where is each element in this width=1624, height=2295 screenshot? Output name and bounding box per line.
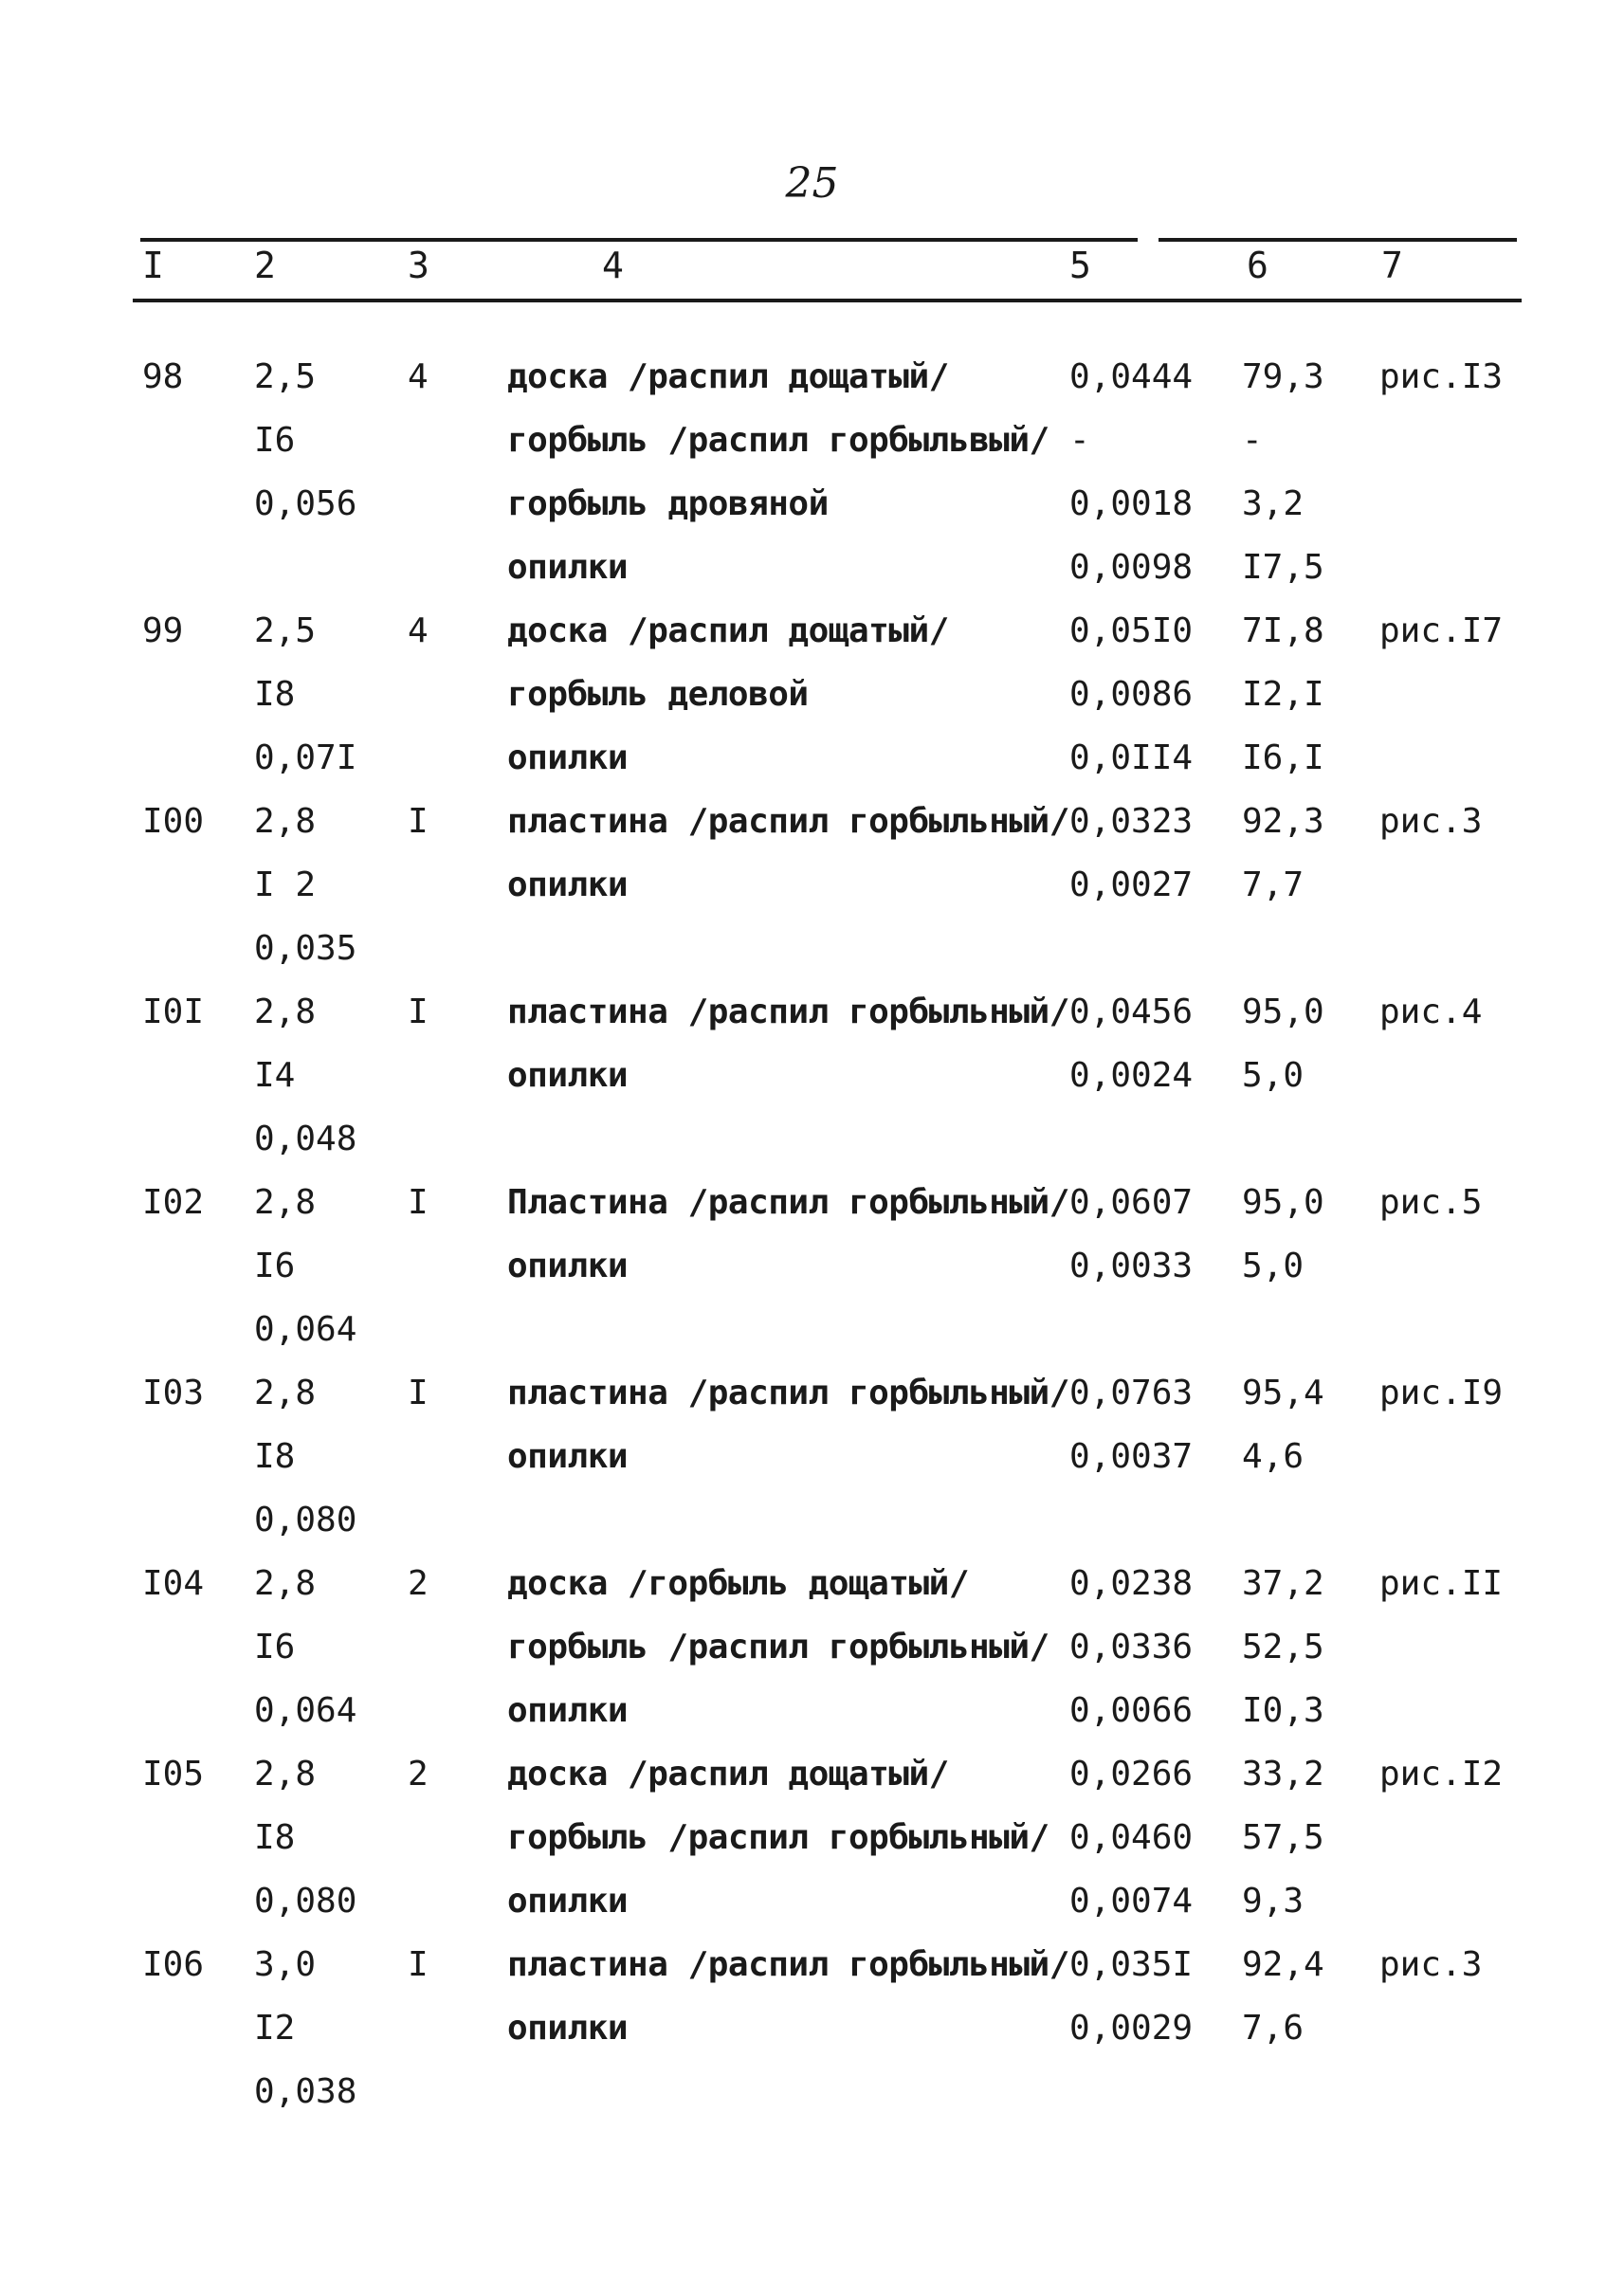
product-name: опилки (507, 865, 629, 904)
header-col-6: 6 (1247, 245, 1268, 286)
record-param: 0,064 (254, 1310, 357, 1349)
record-param: I2 (254, 2009, 296, 2048)
product-percent: 5,0 (1242, 1056, 1305, 1095)
table-row (0, 1621, 1624, 1685)
product-name: доска /распил дощатый/ (507, 1755, 949, 1794)
product-percent: 3,2 (1242, 484, 1305, 523)
product-name: опилки (507, 1882, 629, 1921)
product-volume: 0,0238 (1069, 1564, 1194, 1603)
product-percent: 95,4 (1242, 1374, 1324, 1412)
product-percent: 5,0 (1242, 1247, 1305, 1285)
table-top-rule-right (1159, 238, 1517, 242)
product-volume: 0,0086 (1069, 675, 1194, 714)
table-row (0, 1875, 1624, 1939)
record-number: I05 (142, 1755, 205, 1794)
figure-ref: рис.I9 (1379, 1374, 1504, 1412)
record-param: 0,056 (254, 484, 357, 523)
record-number: I04 (142, 1564, 205, 1603)
product-name: горбыль /распил горбыльный/ (507, 1628, 1049, 1667)
product-name: горбыль /распил горбыльный/ (507, 1818, 1049, 1857)
record-param: 2,8 (254, 802, 317, 841)
product-volume: 0,0024 (1069, 1056, 1194, 1095)
record-param: 0,080 (254, 1501, 357, 1539)
record-col3: I (408, 993, 429, 1031)
figure-ref: рис.I3 (1379, 357, 1504, 396)
product-percent: 92,3 (1242, 802, 1324, 841)
table-row (0, 1113, 1624, 1176)
figure-ref: рис.5 (1379, 1183, 1483, 1222)
figure-ref: рис.I2 (1379, 1755, 1504, 1794)
table-row (0, 668, 1624, 732)
product-volume: 0,0074 (1069, 1882, 1194, 1921)
product-percent: I6,I (1242, 738, 1324, 777)
product-volume: 0,0033 (1069, 1247, 1194, 1285)
record-param: I8 (254, 675, 296, 714)
product-volume: 0,05I0 (1069, 611, 1194, 650)
product-percent: 7,7 (1242, 865, 1305, 904)
header-col-4: 4 (602, 245, 624, 286)
record-number: I00 (142, 802, 205, 841)
table-row (0, 1939, 1624, 2002)
product-volume: - (1069, 421, 1090, 460)
record-param: 0,048 (254, 1120, 357, 1158)
record-param: I8 (254, 1437, 296, 1476)
table-row (0, 1494, 1624, 1557)
product-volume: 0,0607 (1069, 1183, 1194, 1222)
product-name: пластина /распил горбыльный/ (507, 993, 1069, 1031)
product-name: пластина /распил горбыльный/ (507, 1374, 1069, 1412)
product-volume: 0,0323 (1069, 802, 1194, 841)
product-name: пластина /распил горбыльный/ (507, 802, 1069, 841)
table-row (0, 795, 1624, 859)
table-row (0, 351, 1624, 414)
record-param: I8 (254, 1818, 296, 1857)
record-number: 99 (142, 611, 184, 650)
product-percent: 7,6 (1242, 2009, 1305, 2048)
table-top-rule-left (140, 238, 1138, 242)
record-col3: 2 (408, 1755, 429, 1794)
product-name: горбыль /распил горбыльвый/ (507, 421, 1049, 460)
record-col3: 4 (408, 611, 429, 650)
table-row (0, 1685, 1624, 1748)
product-volume: 0,0018 (1069, 484, 1194, 523)
product-percent: 79,3 (1242, 357, 1324, 396)
record-param: 0,064 (254, 1691, 357, 1730)
product-volume: 0,0460 (1069, 1818, 1194, 1857)
table-row (0, 2066, 1624, 2129)
table-row (0, 605, 1624, 668)
product-percent: I0,3 (1242, 1691, 1324, 1730)
product-percent: I2,I (1242, 675, 1324, 714)
record-number: I03 (142, 1374, 205, 1412)
record-number: I02 (142, 1183, 205, 1222)
header-col-3: 3 (408, 245, 429, 286)
table-header (0, 245, 1624, 292)
figure-ref: рис.I7 (1379, 611, 1504, 650)
product-name: пластина /распил горбыльный/ (507, 1945, 1069, 1984)
product-volume: 0,0029 (1069, 2009, 1194, 2048)
product-name: опилки (507, 1056, 629, 1095)
product-name: доска /горбыль дощатый/ (507, 1564, 969, 1603)
record-param: 2,5 (254, 611, 317, 650)
table-row (0, 986, 1624, 1049)
product-name: горбыль дровяной (507, 484, 829, 523)
header-col-1: I (142, 245, 164, 286)
record-param: I 2 (254, 865, 317, 904)
product-volume: 0,0444 (1069, 357, 1194, 396)
product-percent: 33,2 (1242, 1755, 1324, 1794)
record-param: 2,5 (254, 357, 317, 396)
product-volume: 0,0763 (1069, 1374, 1194, 1412)
table-row (0, 1557, 1624, 1621)
table-row (0, 1240, 1624, 1303)
record-param: 0,080 (254, 1882, 357, 1921)
table-row (0, 732, 1624, 795)
product-volume: 0,035I (1069, 1945, 1194, 1984)
table-row (0, 541, 1624, 605)
figure-ref: рис.3 (1379, 1945, 1483, 1984)
product-percent: 95,0 (1242, 1183, 1324, 1222)
record-number: I0I (142, 993, 205, 1031)
record-param: 2,8 (254, 1564, 317, 1603)
product-percent: - (1242, 421, 1263, 460)
record-number: I06 (142, 1945, 205, 1984)
product-volume: 0,0266 (1069, 1755, 1194, 1794)
page-number: 25 (785, 159, 839, 208)
table-row (0, 1812, 1624, 1875)
record-number: 98 (142, 357, 184, 396)
table-row (0, 1430, 1624, 1494)
product-volume: 0,0098 (1069, 548, 1194, 587)
product-name: Пластина /распил горбыльный/ (507, 1183, 1069, 1222)
record-col3: I (408, 802, 429, 841)
product-volume: 0,0456 (1069, 993, 1194, 1031)
header-col-5: 5 (1069, 245, 1091, 286)
product-volume: 0,0027 (1069, 865, 1194, 904)
product-name: доска /распил дощатый/ (507, 357, 949, 396)
table-row (0, 1049, 1624, 1113)
record-param: 2,8 (254, 1183, 317, 1222)
header-col-7: 7 (1381, 245, 1403, 286)
product-volume: 0,0066 (1069, 1691, 1194, 1730)
table-row (0, 859, 1624, 922)
record-param: 3,0 (254, 1945, 317, 1984)
record-col3: 4 (408, 357, 429, 396)
record-param: 2,8 (254, 1755, 317, 1794)
product-percent: 4,6 (1242, 1437, 1305, 1476)
record-col3: I (408, 1374, 429, 1412)
record-param: I6 (254, 1628, 296, 1667)
record-param: 0,038 (254, 2072, 357, 2111)
table-row (0, 1303, 1624, 1367)
record-param: I4 (254, 1056, 296, 1095)
product-name: опилки (507, 1247, 629, 1285)
table-row (0, 1367, 1624, 1430)
table-row (0, 478, 1624, 541)
product-name: опилки (507, 738, 629, 777)
product-volume: 0,0037 (1069, 1437, 1194, 1476)
product-percent: 92,4 (1242, 1945, 1324, 1984)
product-name: опилки (507, 548, 629, 587)
product-percent: 57,5 (1242, 1818, 1324, 1857)
record-param: 0,035 (254, 929, 357, 968)
record-col3: I (408, 1945, 429, 1984)
table-header-bottom-rule (133, 299, 1522, 302)
product-percent: 7I,8 (1242, 611, 1324, 650)
record-param: 0,07I (254, 738, 357, 777)
figure-ref: рис.4 (1379, 993, 1483, 1031)
product-name: опилки (507, 2009, 629, 2048)
record-col3: 2 (408, 1564, 429, 1603)
header-col-2: 2 (254, 245, 276, 286)
record-param: 2,8 (254, 993, 317, 1031)
product-name: опилки (507, 1437, 629, 1476)
table-row (0, 922, 1624, 986)
table-row (0, 1748, 1624, 1812)
product-volume: 0,0336 (1069, 1628, 1194, 1667)
figure-ref: рис.3 (1379, 802, 1483, 841)
product-percent: 37,2 (1242, 1564, 1324, 1603)
product-name: опилки (507, 1691, 629, 1730)
product-name: доска /распил дощатый/ (507, 611, 949, 650)
figure-ref: рис.II (1379, 1564, 1504, 1603)
product-percent: 9,3 (1242, 1882, 1305, 1921)
table-body (0, 351, 1624, 2129)
product-percent: 52,5 (1242, 1628, 1324, 1667)
table-row (0, 414, 1624, 478)
product-percent: 95,0 (1242, 993, 1324, 1031)
product-name: горбыль деловой (507, 675, 809, 714)
record-param: I6 (254, 421, 296, 460)
product-percent: I7,5 (1242, 548, 1324, 587)
record-param: 2,8 (254, 1374, 317, 1412)
table-row (0, 1176, 1624, 1240)
table-row (0, 2002, 1624, 2066)
record-param: I6 (254, 1247, 296, 1285)
product-volume: 0,0II4 (1069, 738, 1194, 777)
record-col3: I (408, 1183, 429, 1222)
